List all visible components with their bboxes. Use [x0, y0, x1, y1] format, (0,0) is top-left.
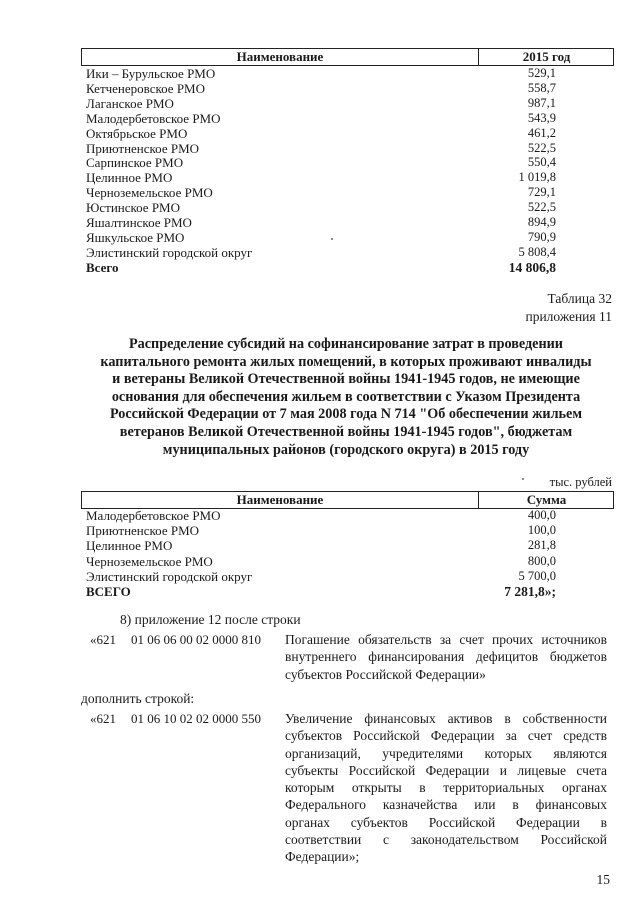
row-value: 7 281,8»; — [504, 584, 556, 599]
row-value: 400,0 — [527, 508, 556, 522]
row-value: 987,1 — [527, 95, 556, 110]
table-row — [86, 141, 556, 156]
entry2-line: соответствии с законодательством Российской — [285, 832, 607, 848]
row-value: 550,4 — [527, 155, 556, 170]
row-name: Лаганское РМО — [86, 95, 174, 111]
row-value: 558,7 — [527, 80, 556, 95]
row-name: Черноземельское РМО — [86, 553, 213, 569]
row-value: 1 019,8 — [518, 170, 556, 185]
entry1-budget-code: 01 06 06 00 02 0000 810 — [131, 632, 261, 647]
row-name: Приютненское РМО — [86, 523, 200, 539]
table-row — [86, 508, 556, 523]
item-8-text: 8) приложение 12 после строки — [120, 612, 301, 627]
page-number: 15 — [596, 872, 610, 887]
row-name: Малодербетовское РМО — [86, 110, 221, 126]
table2-header-value: Сумма — [478, 492, 614, 508]
title-line: Распределение субсидий на софинансирование затрат в проведении — [129, 336, 563, 352]
row-value: 100,0 — [527, 523, 556, 538]
scan-speck — [522, 478, 524, 480]
row-name: Кетченеровское РМО — [86, 80, 206, 96]
row-name: Элистинский городской округ — [86, 244, 253, 260]
row-value: 543,9 — [527, 110, 556, 125]
row-value: 522,5 — [527, 140, 556, 155]
table-total-row — [86, 260, 556, 275]
table2-header-name: Наименование — [236, 492, 324, 507]
entry2-description — [285, 710, 607, 866]
add-line-text: дополнить строкой: — [81, 691, 195, 706]
title-line: капитального ремонта жилых помещений, в которых проживают инвалиды — [100, 353, 592, 370]
row-name: Приютненское РМО — [86, 140, 200, 156]
scan-speck — [331, 238, 333, 240]
table-row — [86, 96, 556, 111]
row-value: 461,2 — [527, 125, 556, 140]
entry2-budget-code: 01 06 10 02 02 0000 550 — [131, 711, 261, 726]
entry2-line: органах субъектов Российской Федерации в — [285, 814, 607, 830]
row-value: 281,8 — [527, 538, 556, 553]
entry1-line: Погашение обязательств за счет прочих источников — [285, 632, 607, 647]
row-value: 522,5 — [527, 200, 556, 215]
units-label: тыс. рублей — [549, 475, 612, 489]
row-value: 5 700,0 — [518, 568, 556, 583]
row-name: Сарпинское РМО — [86, 155, 184, 171]
entry2-admin-code: «621 — [90, 711, 116, 726]
row-name: Всего — [86, 259, 119, 275]
table-row — [86, 66, 556, 81]
row-name: ВСЕГО — [86, 584, 131, 599]
row-name: Целинное РМО — [86, 538, 173, 554]
table-row — [86, 569, 556, 584]
entry2-line: Федерального казначейства или в финансовых — [285, 797, 607, 813]
entry2-line: субъекты Российской Федерации и лицевые счета — [285, 762, 607, 778]
table-row — [86, 111, 556, 126]
entry2-line: субъектов Российской Федерации за счет средств — [285, 728, 607, 744]
table-row — [86, 200, 556, 215]
table-row — [86, 538, 556, 553]
entry2-line: которым открыты в территориальных органах — [285, 780, 607, 796]
table1-header — [81, 48, 614, 66]
table1-header-value: 2015 год — [478, 49, 614, 65]
row-value: 529,1 — [527, 66, 556, 80]
entry2-line: Федерации»; — [285, 849, 360, 865]
entry1-line: субъектов Российской Федерации» — [285, 666, 486, 682]
row-name: Элистинский городской округ — [86, 568, 253, 584]
table-row — [86, 554, 556, 569]
table-row — [86, 230, 556, 245]
row-value: 790,9 — [527, 229, 556, 244]
table-row — [86, 245, 556, 260]
entry1-description — [285, 631, 607, 683]
table-row — [86, 126, 556, 141]
entry2-line: Увеличение финансовых активов в собственности — [285, 711, 607, 726]
appendix-ref: приложения 11 — [525, 309, 612, 324]
row-name: Малодербетовское РМО — [86, 508, 221, 523]
title-line: Российской Федерации от 7 мая 2008 года N 714 "Об обеспечении жильем — [109, 406, 583, 423]
table-title — [92, 336, 600, 459]
entry2-line: организаций, учредителями которых являются — [285, 745, 607, 761]
row-name: Ики – Бурульское РМО — [86, 66, 216, 81]
table-row — [86, 170, 556, 185]
table-total-row — [86, 584, 556, 599]
table1-header-name: Наименование — [236, 49, 324, 64]
entry1-line: внутреннего финансирования дефицитов бюджетов — [285, 649, 607, 665]
row-name: Юстинское РМО — [86, 200, 181, 216]
row-name: Октябрьское РМО — [86, 125, 188, 141]
table2-header — [81, 491, 614, 509]
row-value: 729,1 — [527, 185, 556, 200]
row-value: 800,0 — [527, 553, 556, 568]
title-line: и ветераны Великой Отечественной войны 1941-1945 годов, не имеющие — [112, 371, 580, 388]
row-name: Целинное РМО — [86, 170, 173, 186]
row-name: Яшалтинское РМО — [86, 215, 192, 230]
entry1-admin-code: «621 — [90, 632, 116, 647]
row-name: Черноземельское РМО — [86, 185, 213, 201]
row-name: Яшкульское РМО — [86, 229, 185, 245]
title-line: ветеранов Великой Отечественной войны 1941-1945 годов", бюджетам — [119, 423, 573, 440]
table-row — [86, 215, 556, 230]
title-line: основания для обеспечения жильем в соответствии с Указом Президента — [111, 388, 581, 405]
row-value: 5 808,4 — [518, 244, 556, 259]
title-line: муниципальных районов (городского округа) в 2015 году — [162, 441, 530, 458]
row-value: 894,9 — [527, 215, 556, 229]
row-value: 14 806,8 — [508, 259, 556, 275]
table-row — [86, 523, 556, 538]
table-row — [86, 155, 556, 170]
table-row — [86, 185, 556, 200]
table-number: Таблица 32 — [547, 291, 612, 306]
table-row — [86, 81, 556, 96]
